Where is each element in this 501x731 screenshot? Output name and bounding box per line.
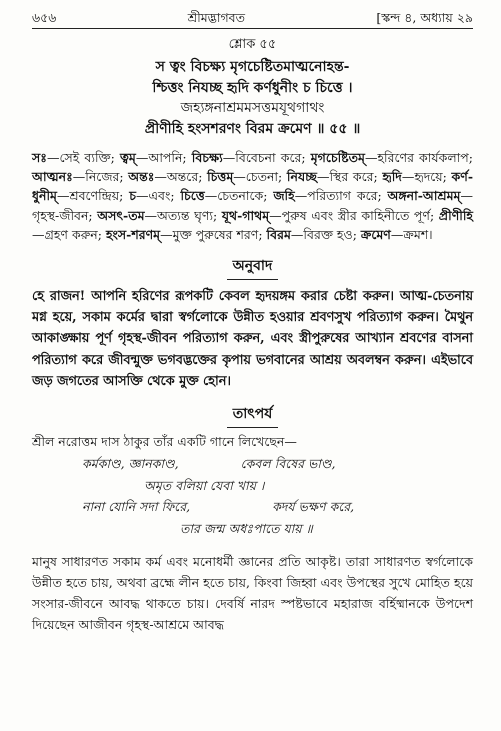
verse-line: শ্চিত্তং নিযচ্ছ হৃদি কর্ণধুনীং চ চিত্তে । <box>152 79 353 96</box>
translation-heading <box>32 254 473 280</box>
synonym-word: চিত্তে <box>180 188 205 204</box>
synonym-meaning: এবং; <box>148 188 181 204</box>
synonym-word: চিত্তম্ <box>207 169 234 185</box>
synonym-word: ত্বম্ <box>119 150 136 165</box>
synonym-word: আত্মনঃ <box>32 169 73 185</box>
purport-intro: শ্রীল নরোত্তম দাস ঠাকুর তাঁর একটি গানে লিখেছেন— <box>32 434 297 450</box>
page-number: ৬৫৬ <box>32 10 57 25</box>
verse-line: স ত্বং বিচক্ষ্য মৃগচেষ্টিতমাত্মনোহন্ত- <box>155 59 350 75</box>
synonym-dash: — <box>135 150 149 165</box>
synonym-word: জহি <box>273 188 295 204</box>
synonym-meaning: হৃদয়ে; <box>414 169 452 185</box>
verse-line: প্রীণীহি হংসশরণং বিরম ক্রমেণ ॥ ৫৫ ॥ <box>144 120 361 137</box>
book-title: শ্রীমদ্ভাগবত <box>187 10 246 25</box>
song-quote <box>32 453 473 539</box>
translation-title: অনুবাদ <box>227 254 279 280</box>
song-line: তার জন্ম অধঃপাতে যায় ॥ <box>180 520 313 536</box>
synonym-word: বিরম <box>266 226 291 242</box>
synonym-meaning: গ্রহণ করুন; <box>44 226 106 242</box>
synonym-meaning: হরিণের কার্যকলাপ; <box>377 150 474 165</box>
synonym-meaning: চেতনা; <box>245 169 287 185</box>
verse-line: জহ্যঙ্গনাশ্রমমসত্তমযূথগাথং <box>180 100 325 116</box>
synonym-dash: — <box>460 188 473 204</box>
synonym-dash: — <box>316 169 330 185</box>
synonym-dash: — <box>233 169 246 185</box>
song-line: কর্মকাণ্ড, জ্ঞানকাণ্ড, কেবল বিষের ভাণ্ড, <box>82 456 336 472</box>
synonym-dash: — <box>56 188 70 204</box>
synonym-dash: — <box>136 188 149 204</box>
synonym-meaning: অত্যন্ত ঘৃণ্য; <box>157 207 222 223</box>
synonym-word: হৃদি <box>382 169 402 185</box>
synonym-dash: — <box>154 169 167 185</box>
synonym-word: অন্তঃ <box>128 169 155 185</box>
synonym-word: চ <box>129 188 136 204</box>
synonym-dash: — <box>144 207 158 223</box>
synonym-word: বিচক্ষ্য <box>191 150 223 165</box>
purport-heading <box>32 402 473 428</box>
synonym-word: কর্ণ-ধুনীম্ <box>32 169 474 204</box>
synonym-meaning: বিবেচনা করে; <box>235 150 311 165</box>
synonym-dash: — <box>294 188 308 204</box>
synonym-meaning: বিরক্ত হও; <box>303 226 361 242</box>
sanskrit-verse <box>32 57 473 139</box>
chapter-reference: [স্কন্দ ৪, অধ্যায় ২৯ <box>376 10 473 25</box>
synonym-meaning: পুরুষ এবং স্ত্রীর কাহিনীতে পূর্ণ; <box>281 207 439 223</box>
synonym-word: অসৎ-তম <box>97 207 145 223</box>
synonym-dash: — <box>290 226 304 242</box>
synonym-meaning: পরিত্যাগ করে; <box>307 188 388 204</box>
synonym-meaning: মুক্ত পুরুষের শরণ; <box>172 226 267 242</box>
synonym-word: নিযচ্ছ <box>286 169 317 185</box>
page-header <box>32 0 473 26</box>
synonym-word: মৃগচেষ্টিতম্ <box>310 150 365 165</box>
synonym-word: হংস-শরণম্ <box>105 226 161 242</box>
synonym-dash: — <box>72 169 86 185</box>
synonym-meaning: সেই ব্যক্তি; <box>59 150 120 165</box>
word-for-word-synonyms <box>32 148 473 244</box>
synonym-dash: — <box>390 226 404 242</box>
synonym-word: সঃ <box>32 150 47 165</box>
purport-title: তাৎপর্য <box>227 402 279 428</box>
verse-number: শ্লোক ৫৫ <box>228 37 277 52</box>
synonym-dash: — <box>32 226 45 242</box>
song-line: নানা যোনি সদা ফিরে, কদর্য ভক্ষণ করে, <box>82 499 355 515</box>
synonym-dash: — <box>401 169 415 185</box>
purport-body: মানুষ সাধারণত সকাম কর্ম এবং মনোধর্মী জ্ঞানের প্রতি আকৃষ্ট। তারা সাধারণত স্বর্গলোকে উন্নীত হতে চায়, অথবা ব্রহ্মে লীন হতে চায়, কিংবা জিহ্বা এবং উপস্থের সুখে মোহিত হয়ে সংসার-জীবনে আবদ্ধ থাকতে চায়। দেবর্ষি নারদ স্পষ্টভাবে মহারাজ বর্হিষ্মানকে উপদেশ দিয়েছেন আজীবন গৃহস্থ-আশ্রমে আবদ্ধ <box>32 554 473 633</box>
synonym-dash: — <box>222 150 236 165</box>
translation-text: হে রাজন! আপনি হরিণের রূপকটি কেবল হৃদয়ঙ্গম করার চেষ্টা করুন। আত্ম-চেতনায় মগ্ন হয়ে, সকাম কর্মের দ্বারা স্বর্গলোকে উন্নীত হওয়ার শ্রবণসুখ পরিত্যাগ করুন। মৈথুন আকাঙ্ক্ষায় পূর্ণ গৃহস্থ-জীবন পরিত্যাগ করুন, এবং স্ত্রীপুরুষের আখ্যান শ্রবণের বাসনা পরিত্যাগ করে জীবন্মুক্ত ভগবদ্ভক্তের কৃপায় ভগবানের আশ্রয় অবলম্বন করুন। এইভাবে জড় জগতের আসক্তি থেকে মুক্ত হোন। <box>32 289 473 389</box>
synonym-meaning: আপনি; <box>148 150 192 165</box>
synonym-dash: — <box>204 188 218 204</box>
synonym-meaning: চেতনাকে; <box>217 188 274 204</box>
synonym-meaning: শ্রবণেন্দ্রিয়; <box>69 188 130 204</box>
synonym-meaning: নিজের; <box>85 169 129 185</box>
synonym-dash: — <box>364 150 378 165</box>
synonym-meaning: অন্তরে; <box>166 169 208 185</box>
synonym-meaning: স্থির করে; <box>329 169 383 185</box>
synonym-word: অঙ্গনা-আশ্রমম্ <box>387 188 461 204</box>
synonym-dash: — <box>160 226 173 242</box>
song-line: অমৃত বলিয়া যেবা খায় । <box>144 477 265 493</box>
synonym-word: প্রীণীহি <box>438 207 473 223</box>
synonym-dash: — <box>269 207 282 223</box>
synonym-word: যূথ-গাথম্ <box>221 207 270 223</box>
synonym-meaning: ক্রমশ। <box>403 226 433 242</box>
synonym-meaning: গৃহস্থ-জীবন; <box>32 207 98 223</box>
synonym-dash: — <box>46 150 60 165</box>
synonym-word: ক্রমেণ <box>360 226 391 242</box>
